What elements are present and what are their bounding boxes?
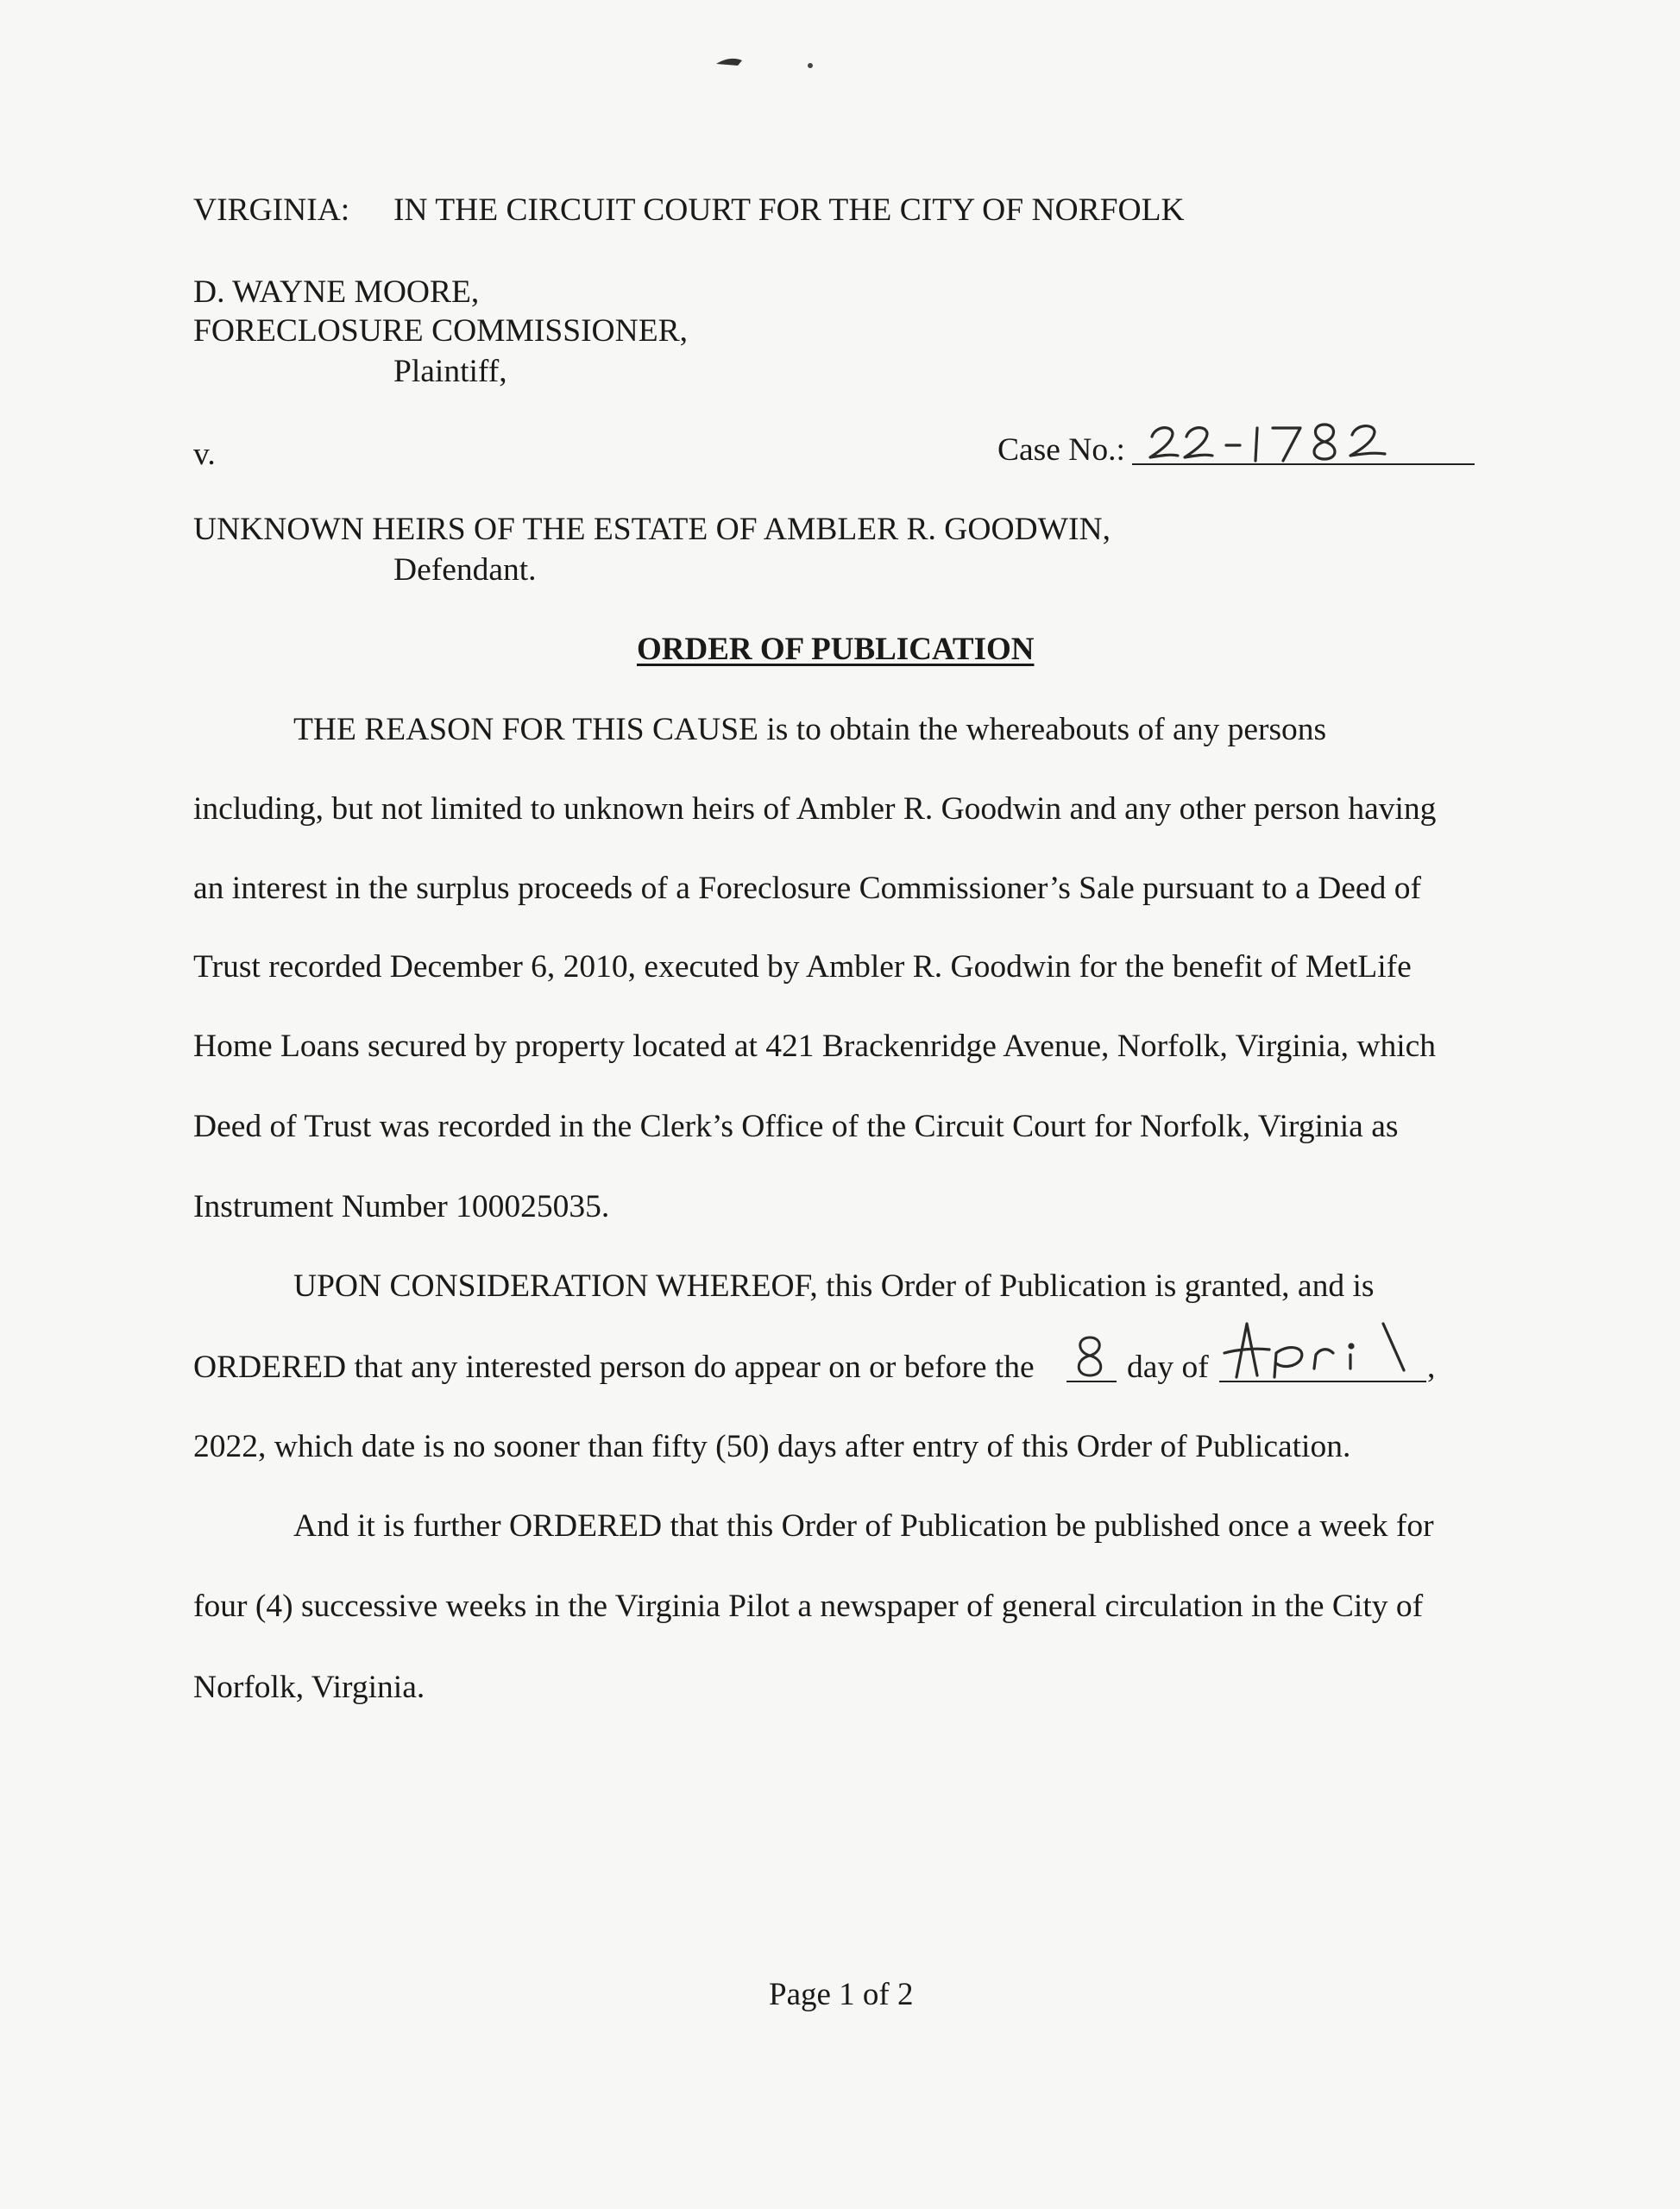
body-line-4: Trust recorded December 6, 2010, executed by Ambler R. Goodwin for the benefit of MetLife bbox=[193, 949, 1412, 985]
defendant-role: Defendant. bbox=[393, 552, 537, 588]
handwritten-case-number bbox=[1143, 416, 1432, 468]
versus: v. bbox=[193, 437, 216, 472]
day-blank bbox=[1067, 1381, 1117, 1382]
scan-mark bbox=[712, 52, 833, 78]
body-line-11: And it is further ORDERED that this Order of Publication be published once a week for bbox=[293, 1508, 1434, 1544]
plaintiff-role: Plaintiff, bbox=[393, 354, 507, 389]
body-line-1: THE REASON FOR THIS CAUSE is to obtain the whereabouts of any persons bbox=[293, 712, 1327, 747]
plaintiff-title: FORECLOSURE COMMISSIONER, bbox=[193, 313, 689, 349]
case-number-label: Case No.: bbox=[997, 432, 1125, 468]
month-blank bbox=[1219, 1381, 1426, 1382]
body-line-13: Norfolk, Virginia. bbox=[193, 1670, 425, 1705]
document-title: ORDER OF PUBLICATION bbox=[637, 632, 1035, 667]
body-line-9-start: ORDERED that any interested person do appear on or before the bbox=[193, 1350, 1035, 1385]
body-line-7: Instrument Number 100025035. bbox=[193, 1189, 610, 1224]
page-number: Page 1 of 2 bbox=[769, 1977, 914, 2012]
handwritten-month bbox=[1221, 1317, 1428, 1384]
case-number-blank bbox=[1132, 463, 1475, 465]
body-line-8: UPON CONSIDERATION WHEREOF, this Order of Publication is granted, and is bbox=[293, 1268, 1375, 1304]
body-line-9-middle: day of bbox=[1127, 1350, 1209, 1385]
court-name: IN THE CIRCUIT COURT FOR THE CITY OF NORFOLK bbox=[393, 192, 1185, 228]
body-line-9-end: , bbox=[1427, 1350, 1436, 1385]
body-line-6: Deed of Trust was recorded in the Clerk’s Office of the Circuit Court for Norfolk, Virginia as bbox=[193, 1109, 1399, 1144]
court-state: VIRGINIA: bbox=[193, 192, 350, 228]
handwritten-day bbox=[1068, 1329, 1111, 1382]
body-line-5: Home Loans secured by property located at 421 Brackenridge Avenue, Norfolk, Virginia, which bbox=[193, 1029, 1437, 1064]
body-line-2: including, but not limited to unknown heirs of Ambler R. Goodwin and any other person having bbox=[193, 791, 1437, 827]
defendant-name: UNKNOWN HEIRS OF THE ESTATE OF AMBLER R. GOODWIN, bbox=[193, 512, 1111, 547]
plaintiff-name: D. WAYNE MOORE, bbox=[193, 274, 480, 310]
body-line-10: 2022, which date is no sooner than fifty (50) days after entry of this Order of Publication. bbox=[193, 1429, 1351, 1464]
body-line-12: four (4) successive weeks in the Virginia Pilot a newspaper of general circulation in the City of bbox=[193, 1589, 1424, 1624]
body-line-3: an interest in the surplus proceeds of a Foreclosure Commissioner’s Sale pursuant to a Deed of bbox=[193, 871, 1421, 906]
